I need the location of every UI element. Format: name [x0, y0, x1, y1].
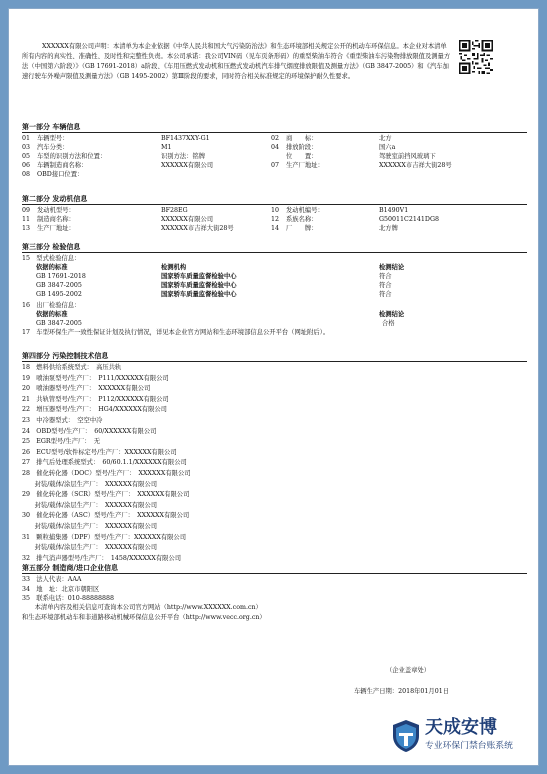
inspection-result: 符合: [379, 273, 392, 280]
field-value: XXXXXX市吉祥大街28号: [161, 225, 234, 232]
field-label: 车型的识别方法和位置：: [37, 153, 107, 160]
field-label: 发动机型号：: [37, 207, 75, 214]
org-header: 检测机构: [161, 264, 187, 271]
field-value: 国六a: [379, 144, 396, 151]
field-label: 生产厂地址：: [37, 225, 75, 232]
control-item: 封装/载体/涂层生产厂： XXXXXX有限公司: [22, 523, 158, 530]
result-header-2: 检测结论: [379, 311, 405, 318]
standard-header-2: 依据的标准: [36, 311, 68, 318]
control-item: 22 增压器型号/生产厂： HG4/XXXXXX有限公司: [22, 406, 167, 414]
divider: [22, 204, 527, 205]
field-value: XXXXXX有限公司: [161, 216, 214, 223]
inspection-standard: GB 17691-2018: [36, 273, 86, 280]
inspection-standard: GB 3847-2005: [36, 282, 82, 289]
control-item: 25 EGR型号/生产厂： 无: [22, 438, 101, 446]
inspection-org: 国家轿车质量监督检验中心: [161, 282, 237, 289]
standard-header: 依据的标准: [36, 264, 68, 271]
factory-result: 合格: [382, 320, 395, 327]
control-item: 封装/载体/涂层生产厂： XXXXXX有限公司: [22, 544, 158, 552]
divider: [22, 132, 527, 133]
inspection-org: 国家轿车质量监督检验中心: [161, 291, 237, 298]
field-value: XXXXXX有限公司: [161, 162, 214, 169]
row-number: 13: [22, 225, 31, 232]
declaration-text: XXXXXX有限公司声明：本清单为本企业依据《中华人民共和国大气污染防治法》和生态环境部相关规定公开的机动车环保信息。本企业对本清单所有内容的真实性、准确性、及时性和完整性负责。本公司承诺：我公司VIN码（见车页条形码）的重型柴油车符合《重型柴油车污染物排放限值及测量方法（中国第六阶段）》（GB 17691-2018）a阶段、《车用压燃式发动机和压燃式发动机汽车排气烟度排放限值及测量方法》（GB 3847-2005）和《汽车加速行驶车外噪声限值及测量方法》（GB 1495-2002）第Ⅲ阶段的要求，同时符合相关标准规定的环境保护耐久性要求。: [22, 43, 451, 80]
manufacturer-item: 35 联系电话：010-88888888: [22, 595, 114, 602]
field-label: OBD接口位置：: [37, 171, 84, 178]
control-item: 28 催化转化器（DOC）型号/生产厂： XXXXXX有限公司: [22, 470, 191, 477]
control-item: 封装/载体/涂层生产厂： XXXXXX有限公司: [22, 501, 158, 509]
field-value: B1490V1: [379, 207, 409, 214]
row-number: 03: [22, 144, 31, 151]
field-label: 车辆型号：: [37, 135, 69, 142]
row-number: 06: [22, 162, 31, 169]
field-value: BF28EG: [161, 207, 188, 214]
conformity-note: 17 车型环保生产一致性保证计划及执行情况，详见本企业官方网站和生态环境部信息公开平台（网址附后）。: [22, 329, 330, 336]
row-number: 01: [22, 135, 31, 142]
divider: [22, 573, 527, 574]
field-label: 发动机编号：: [286, 207, 324, 214]
row-number: 02: [271, 135, 280, 142]
row-number: 07: [271, 162, 280, 169]
field-value: XXXXXX市吉祥大街28号: [379, 162, 452, 169]
field-label: 位 置：: [286, 153, 318, 160]
field-value: 识别方法：铭牌: [161, 153, 206, 160]
field-label: 车辆制造商名称：: [37, 162, 88, 169]
result-header: 检测结论: [379, 264, 405, 271]
control-item: 30 催化转化器（ASC）型号/生产厂： XXXXXX有限公司: [22, 512, 190, 520]
row-number: 14: [271, 225, 280, 232]
field-value: G50011C2141DG8: [379, 216, 439, 223]
row-number: 12: [271, 216, 280, 223]
field-value: BF1437XXY-G1: [161, 135, 210, 142]
inspection-result: 符合: [379, 291, 392, 298]
field-label: 生产厂地址：: [286, 162, 324, 169]
seal-placeholder: （企业盖章处）: [386, 667, 431, 674]
field-value: M1: [161, 144, 172, 151]
divider: [22, 361, 527, 362]
part3-title: 第三部分 检验信息: [22, 242, 81, 251]
control-item: 31 颗粒捕集器（DPF）型号/生产厂：XXXXXX有限公司: [22, 533, 187, 541]
control-item: 32 排气消声器型号/生产厂： 1458/XXXXXX有限公司: [22, 554, 182, 562]
divider: [22, 252, 527, 253]
website-note-2: 和生态环境部机动车和非道路移动机械环保信息公开平台（http://www.vecc.org.cn）: [22, 614, 266, 621]
brand-logo: [391, 717, 539, 759]
field-label: 排放阶段：: [286, 144, 318, 151]
inspection-result: 符合: [379, 282, 392, 289]
field-value: 北方: [379, 135, 392, 142]
control-item: 封装/载体/涂层生产厂： XXXXXX有限公司: [22, 480, 158, 488]
factory-inspection-label: 16 出厂检验信息：: [22, 302, 81, 309]
control-item: 24 OBD型号/生产厂： 60/XXXXXX有限公司: [22, 427, 157, 435]
qr-code-icon: [459, 40, 493, 74]
manufacturer-item: 33 法人代表：AAA: [22, 576, 82, 583]
field-label: 厂 牌：: [286, 225, 318, 232]
logo-name: 天成安博: [425, 717, 497, 738]
type-inspection-label: 15 型式检验信息：: [22, 255, 81, 262]
control-item: 18 燃料供给系统型式： 高压共轨: [22, 364, 122, 371]
row-number: 09: [22, 207, 31, 214]
control-item: 26 ECU型号/软件标定号/生产厂：XXXXXX有限公司: [22, 448, 177, 456]
part5-title: 第五部分 制造商/进口企业信息: [22, 563, 118, 572]
field-label: 系族名称：: [286, 216, 318, 223]
part1-title: 第一部分 车辆信息: [22, 122, 81, 131]
field-value: 驾驶室前挡风玻璃下: [379, 153, 436, 160]
field-label: 制造商名称：: [37, 216, 75, 223]
row-number: 04: [271, 144, 280, 151]
field-label: 商 标：: [286, 135, 318, 142]
control-item: 20 喷油器型号/生产厂： XXXXXX有限公司: [22, 385, 151, 393]
part2-title: 第二部分 发动机信息: [22, 194, 88, 203]
logo-slogan: 专业环保门禁台账系统: [425, 741, 513, 751]
field-value: 北方牌: [379, 225, 398, 232]
part4-title: 第四部分 污染控制技术信息: [22, 351, 109, 360]
control-item: 19 喷油泵型号/生产厂： P111/XXXXXX有限公司: [22, 374, 169, 382]
production-date: 车辆生产日期：2018年01月01日: [354, 688, 450, 695]
website-note-1: 本清单内容及相关信息可查询本公司官方网站（http://www.XXXXXX.com.cn）: [22, 604, 262, 611]
row-number: 10: [271, 207, 280, 214]
inspection-org: 国家轿车质量监督检验中心: [161, 273, 237, 280]
row-number: 11: [22, 216, 31, 223]
row-number: 05: [22, 153, 31, 160]
control-item: 27 排气后处理系统型式： 60/60.1.1/XXXXXX有限公司: [22, 459, 187, 467]
control-item: 29 催化转化器（SCR）型号/生产厂： XXXXXX有限公司: [22, 491, 190, 499]
inspection-standard: GB 1495-2002: [36, 291, 82, 298]
environmental-info-sheet: [8, 8, 539, 766]
field-label: 汽车分类：: [37, 144, 69, 151]
row-number: 08: [22, 171, 31, 178]
control-item: 23 中冷器型式： 空空中冷: [22, 417, 103, 424]
shield-icon: [391, 719, 421, 753]
manufacturer-item: 34 地 址：北京市朝阳区: [22, 585, 100, 593]
control-item: 21 共轨管型号/生产厂： P112/XXXXXX有限公司: [22, 395, 169, 403]
factory-standard: GB 3847-2005: [36, 320, 82, 327]
